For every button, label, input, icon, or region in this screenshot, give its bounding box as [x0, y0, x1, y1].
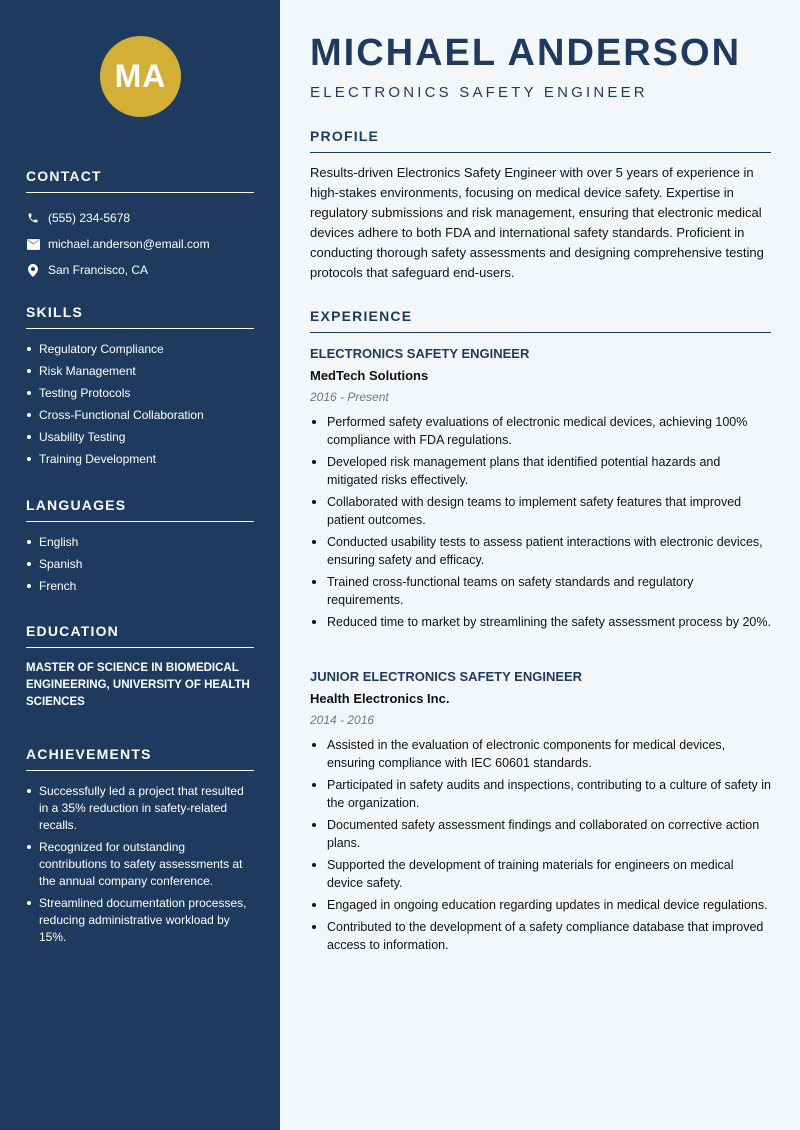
achievement-item: Recognized for outstanding contributions to safety assessments at the annual company conference.: [26, 839, 254, 890]
profile-text: Results-driven Electronics Safety Engineer with over 5 years of experience in high-stakes environments, focusing on medical device safety. Expertise in regulatory submissions and risk management, ensuring that electronic medical devices adhere to both FDA and international safety standards. Proficient in conducting thorough safety assessments and designing comprehensive testing protocols that safeguard end-users.: [310, 165, 764, 280]
achievement-item: Streamlined documentation processes, reducing administrative workload by 15%.: [26, 895, 254, 946]
skill-item: Training Development: [26, 451, 254, 468]
education-heading: EDUCATION: [26, 623, 254, 648]
education-section: [26, 623, 254, 711]
job-role: ELECTRONICS SAFETY ENGINEER: [310, 346, 530, 361]
achievements-section: [26, 746, 254, 951]
contact-section: [26, 168, 254, 283]
job-dates: 2014 - 2016: [310, 713, 375, 727]
languages-heading: LANGUAGES: [26, 497, 254, 522]
job-bullet: Developed risk management plans that identified potential hazards and mitigated risks effectively.: [310, 453, 771, 489]
job-bullet: Supported the development of training materials for engineers on medical device safety.: [310, 856, 771, 892]
phone-icon: [26, 211, 40, 225]
skill-item: Testing Protocols: [26, 385, 254, 402]
job-company: Health Electronics Inc.: [310, 691, 450, 706]
job-bullets: [310, 736, 771, 954]
skills-section: [26, 304, 254, 473]
location-text: San Francisco, CA: [48, 263, 149, 277]
job-role: JUNIOR ELECTRONICS SAFETY ENGINEER: [310, 669, 583, 684]
job-bullet: Collaborated with design teams to implement safety features that improved patient outcomes.: [310, 493, 771, 529]
achievements-heading: ACHIEVEMENTS: [26, 746, 254, 771]
job-entry: [310, 346, 771, 635]
skill-item: Cross-Functional Collaboration: [26, 407, 254, 424]
skill-item: Risk Management: [26, 363, 254, 380]
skill-item: Usability Testing: [26, 429, 254, 446]
education-degree: MASTER OF SCIENCE IN BIOMEDICAL ENGINEERING, UNIVERSITY OF HEALTH SCIENCES: [26, 662, 250, 708]
contact-email: [26, 231, 254, 257]
mail-icon: [26, 237, 40, 251]
avatar-initials: MA: [114, 58, 167, 94]
job-company: MedTech Solutions: [310, 368, 429, 383]
achievement-item: Successfully led a project that resulted in a 35% reduction in safety-related recalls.: [26, 783, 254, 834]
skill-item: Regulatory Compliance: [26, 341, 254, 358]
language-item: Spanish: [26, 556, 254, 573]
candidate-name: MICHAEL ANDERSON: [310, 32, 742, 74]
job-bullet: Trained cross-functional teams on safety standards and regulatory requirements.: [310, 573, 771, 609]
skills-heading: SKILLS: [26, 304, 254, 329]
job-bullet: Conducted usability tests to assess patient interactions with electronic devices, ensuring safety and efficacy.: [310, 533, 771, 569]
job-bullet: Engaged in ongoing education regarding updates in medical device regulations.: [310, 896, 771, 914]
phone-text: (555) 234-5678: [48, 211, 131, 225]
job-bullets: [310, 413, 771, 631]
job-bullet: Performed safety evaluations of electronic medical devices, achieving 100% compliance with FDA regulations.: [310, 413, 771, 449]
job-bullet: Assisted in the evaluation of electronic components for medical devices, ensuring compliance with IEC 60601 standards.: [310, 736, 771, 772]
skills-list: [26, 341, 254, 468]
languages-section: [26, 497, 254, 600]
profile-heading: PROFILE: [310, 128, 771, 153]
job-bullet: Reduced time to market by streamlining the safety assessment process by 20%.: [310, 613, 771, 631]
avatar: [100, 36, 181, 117]
job-bullet: Contributed to the development of a safety compliance database that improved access to information.: [310, 918, 771, 954]
job-bullet: Documented safety assessment findings and collaborated on corrective action plans.: [310, 816, 771, 852]
contact-phone: [26, 205, 254, 231]
languages-list: [26, 534, 254, 595]
candidate-title: ELECTRONICS SAFETY ENGINEER: [310, 84, 648, 101]
language-item: English: [26, 534, 254, 551]
sidebar: [0, 0, 280, 1130]
location-pin-icon: [26, 263, 40, 277]
contact-heading: CONTACT: [26, 168, 254, 193]
job-dates: 2016 - Present: [310, 390, 389, 404]
achievements-list: [26, 783, 254, 946]
experience-heading: EXPERIENCE: [310, 308, 771, 333]
contact-location: [26, 257, 254, 283]
language-item: French: [26, 578, 254, 595]
email-text: michael.anderson@email.com: [48, 237, 210, 251]
job-entry: [310, 669, 771, 958]
job-bullet: Participated in safety audits and inspections, contributing to a culture of safety in the organization.: [310, 776, 771, 812]
